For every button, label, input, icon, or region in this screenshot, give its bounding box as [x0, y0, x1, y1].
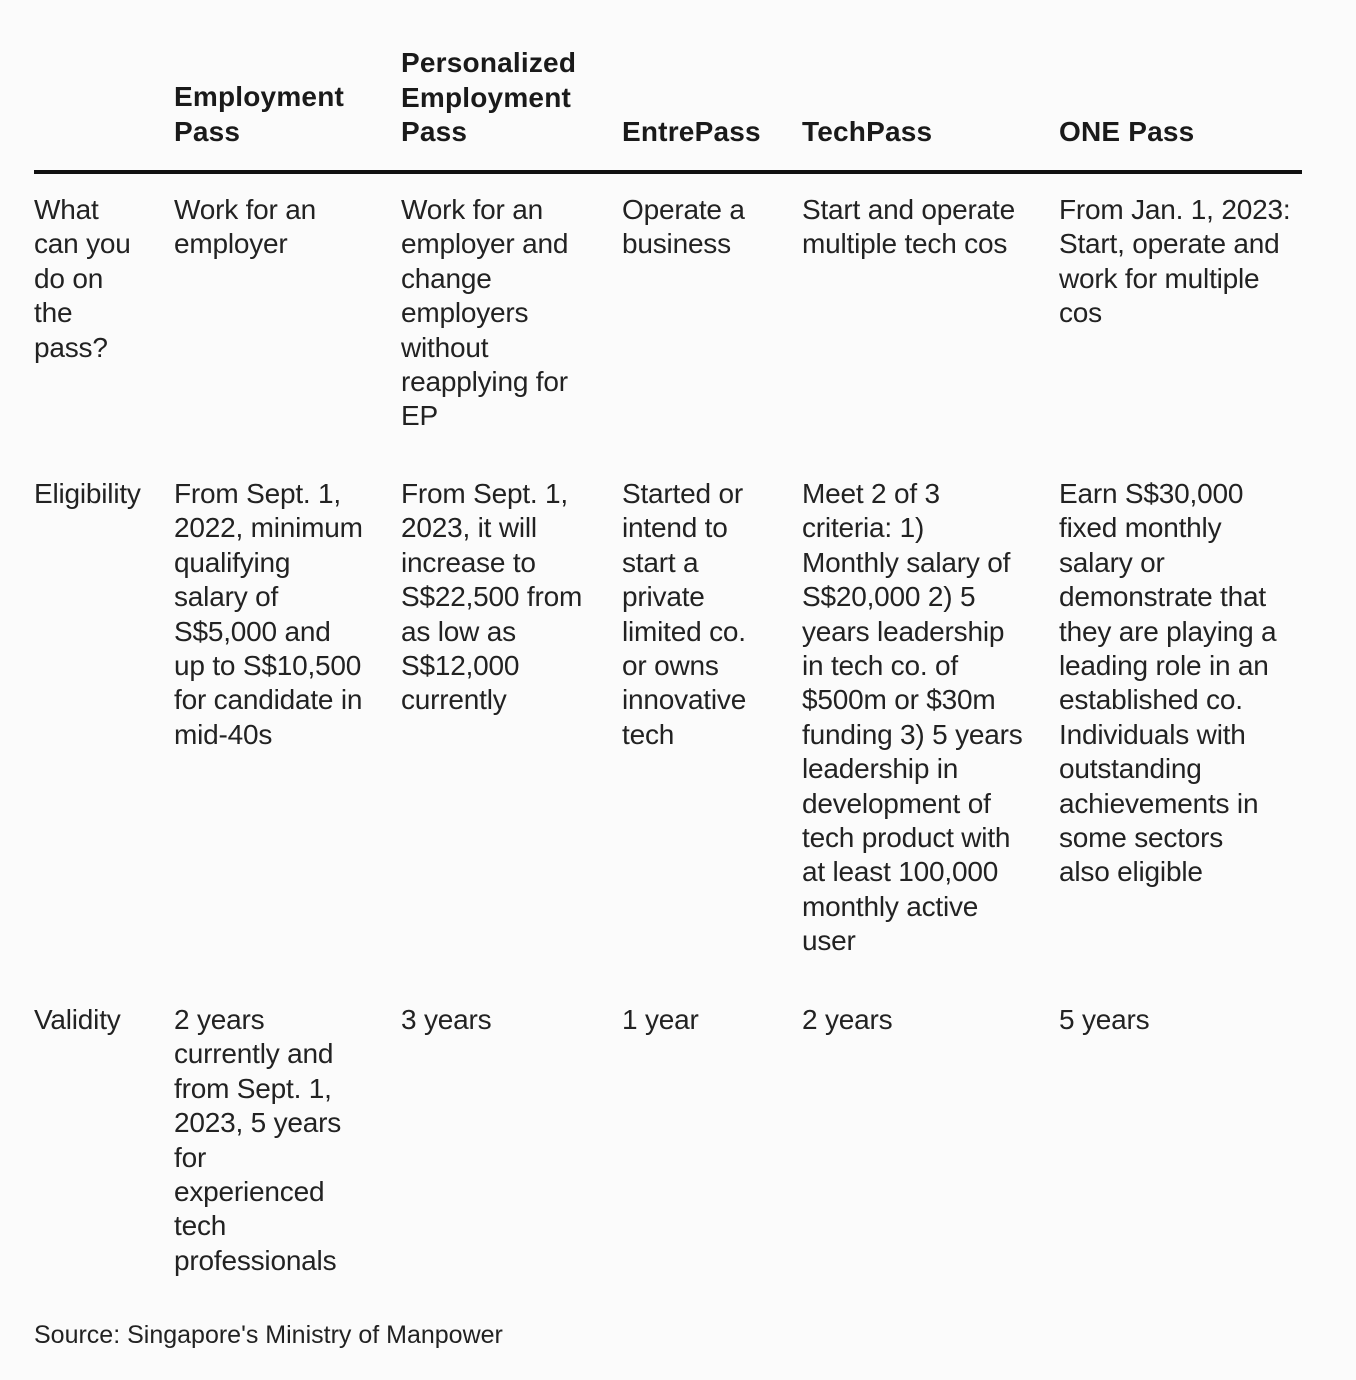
- cell-ep-validity: 2 years currently and from Sept. 1, 2023, 5 years for experienced tech professionals: [174, 1004, 342, 1276]
- cell-techpass-validity: 2 years: [802, 1004, 893, 1035]
- header-employment-pass: Employment Pass: [174, 81, 345, 147]
- cell-entrepass-validity: 1 year: [622, 1004, 699, 1035]
- cell-onepass-what: From Jan. 1, 2023: Start, operate and work for multiple cos: [1059, 194, 1291, 329]
- header-divider: [34, 170, 1302, 174]
- cell-onepass-eligibility: Earn S$30,000 fixed monthly salary or demonstrate that they are playing a leading role in an established co. Individuals with outstanding achievements in some sectors also eligible: [1059, 478, 1277, 888]
- source-note: Source: Singapore's Ministry of Manpower: [34, 1321, 503, 1349]
- cell-techpass-eligibility: Meet 2 of 3 criteria: 1) Monthly salary of S$20,000 2) 5 years leadership in tech co. of $500m or $30m funding 3) 5 years leadership in development of tech product with at least 100,000 monthly active user: [802, 478, 1023, 957]
- cell-techpass-what: Start and operate multiple tech cos: [802, 194, 1015, 260]
- cell-entrepass-what: Operate a business: [622, 194, 745, 260]
- row-label-validity: Validity: [34, 1004, 121, 1035]
- cell-pep-what: Work for an employer and change employers without reapplying for EP: [401, 194, 569, 432]
- cell-pep-eligibility: From Sept. 1, 2023, it will increase to S$22,500 from as low as S$12,000 currently: [401, 478, 583, 716]
- header-personalized-employment-pass: Personalized Employment Pass: [401, 47, 577, 147]
- cell-ep-what: Work for an employer: [174, 194, 316, 260]
- header-one-pass: ONE Pass: [1059, 116, 1195, 147]
- header-entrepass: EntrePass: [622, 116, 761, 147]
- row-label-eligibility: Eligibility: [34, 478, 141, 509]
- cell-ep-eligibility: From Sept. 1, 2022, minimum qualifying salary of S$5,000 and up to S$10,500 for candidate in mid-40s: [174, 478, 363, 750]
- cell-onepass-validity: 5 years: [1059, 1004, 1150, 1035]
- cell-entrepass-eligibility: Started or intend to start a private limited co. or owns innovative tech: [622, 478, 747, 750]
- row-label-what-can-you-do: What can you do on the pass?: [34, 194, 131, 363]
- header-techpass: TechPass: [802, 116, 933, 147]
- cell-pep-validity: 3 years: [401, 1004, 492, 1035]
